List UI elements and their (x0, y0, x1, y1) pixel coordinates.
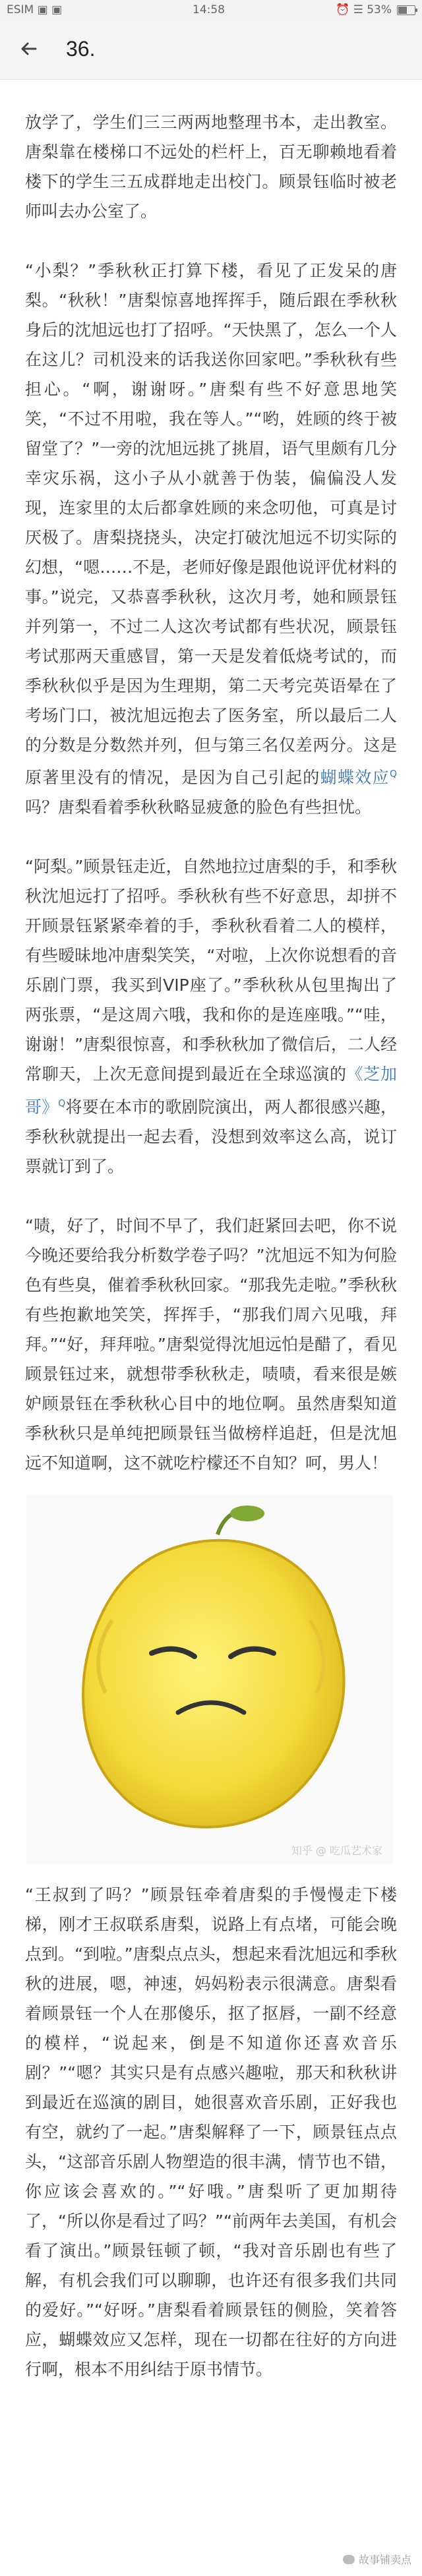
status-right-text: ⏰ ☰ 53% (336, 3, 392, 16)
lemon-meme-image (26, 1495, 393, 1864)
status-time: 14:58 (193, 3, 225, 16)
paragraph-5: “王叔到了吗？”顾景钰牵着唐梨的手慢慢走下楼梯，刚才王叔联系唐梨，说路上有点堵，可能会晚点到。“到啦。”唐梨点点头，想起来看沈旭远和季秋秋的进展，嗯，神速，妈妈粉表示很满意。唐梨看着顾景钰一个人在那傻乐，抠了抠唇，一副不经意的模样，“说起来，倒是不知道你还喜欢音乐剧？”“嗯？其实只是有点感兴趣啦，那天和秋秋讲到最近在巡演的剧目，她很喜欢音乐剧，正好我也有空，就约了一起。”唐梨解释了一下，顾景钰点点头，“这部音乐剧人物塑造的很丰满，情节也不错，你应该会喜欢的。”“好哦。”唐梨听了更加期待了，“所以你是看过了吗？”“前两年去美国，有机会看了演出。”顾景钰顿了顿，“我对音乐剧也有些了解，有机会我们可以聊聊，也许还有很多我们共同的爱好。”“好呀。”唐梨看着顾景钰的侧脸，笑着答应，蝴蝶效应又怎样，现在一切都在往好的方向进行啊，根本不用纠结于原书情节。 (25, 1885, 397, 2379)
paragraph-1: 放学了，学生们三三两两地整理书本，走出教室。唐梨靠在楼梯口不远处的栏杆上，百无聊赖地看着楼下的学生三五成群地走出校门。顾景钰临时被老师叫去办公室了。 (25, 113, 397, 221)
search-icon[interactable]: Q (389, 769, 397, 780)
paragraph-3-text: “阿梨。”顾景钰走近，自然地拉过唐梨的手，和季秋秋沈旭远打了招呼。季秋秋有些不好意思，却拼不开顾景钰紧紧牵着的手，季秋秋看着二人的模样，有些暧昧地冲唐梨笑笑，“对啦，上次你说想看的音乐剧门票，我买到VIP座了。”季秋秋从包里掏出了两张票，“是这周六哦，我和你的是连座哦。”“哇，谢谢！”唐梨很惊喜，和季秋秋加了微信后，二人经常聊天，上次无意间提到最近在全球巡演的《芝加哥》$^Q$将要在本市的歌剧院演出，两人都很感兴趣，季秋秋就提出一起去看，没想到效率这么高，说订票就订到了。 (25, 857, 397, 1176)
article-content (0, 80, 422, 2384)
search-icon[interactable]: Q (58, 1098, 66, 1109)
paragraph-4: “啧，好了，时间不早了，我们赶紧回去吧，你不说今晚还要给我分析数学卷子吗？”沈旭远不知为何脸色有些臭，催着季秋秋回家。“那我先走啦。”季秋秋有些抱歉地笑笑，挥挥手，“那我们周六见哦，拜拜。”“好，拜拜啦。”唐梨觉得沈旭远怕是醋了，看见顾景钰过来，就想带季秋秋走，啧啧，看来很是嫉妒顾景钰在季秋秋心目中的地位啊。虽然唐梨知道季秋秋只是单纯把顾景钰当做榜样追赶，但是沈旭远不知道啊，这不就吃柠檬还不自知？呵，男人！ (25, 1215, 397, 1473)
meme-block (0, 1478, 422, 1880)
meme-watermark: 知乎 @ 吃瓜艺术家 (291, 1844, 382, 1857)
back-arrow-icon[interactable] (16, 36, 42, 62)
paragraph-2 (0, 256, 422, 822)
battery-icon (397, 5, 415, 15)
paragraph-2-text: “小梨？”季秋秋正打算下楼，看见了正发呆的唐梨。“秋秋！”唐梨惊喜地挥挥手，随后跟在季秋秋身后的沈旭远也打了招呼。“天快黑了，怎么一个人在这儿？司机没来的话我送你回家吧。”季秋秋有些担心。“啊，谢谢呀。”唐梨有些不好意思地笑笑，“不过不用啦，我在等人。”“哟，姓顾的终于被留堂了？”一旁的沈旭远挑了挑眉，语气里颇有几分幸灾乐祸，这小子从小就善于伪装，偏偏没人发现，连家里的太后都拿姓顾的来念叨他，可真是讨厌极了。唐梨挠挠头，决定打破沈旭远不切实际的幻想，“嗯……不是，老师好像是跟他说评优材料的事。”说完，又恭喜季秋秋，这次月考，她和顾景钰并列第一，不过二人这次考试都有些状况，顾景钰考试那两天重感冒，第一天是发着低烧考试的，而季秋秋似乎是因为生理期，第二天考完英语晕在了考场门口，被沈旭远抱去了医务室，所以最后二人的分数是分数然并列，但与第三名仅差两分。这是原著里没有的情况，是因为自己引起的蝴蝶效应$^Q$吗？唐梨看着季秋秋略显疲惫的脸色有些担忧。 (25, 261, 397, 817)
wechat-icon (343, 2555, 355, 2564)
chicago-link[interactable]: 《芝加哥》 (25, 1065, 397, 1117)
butterfly-effect-link[interactable]: 蝴蝶效应 (320, 768, 390, 788)
footer-watermark (343, 2552, 411, 2567)
status-left: ESIM ▣ ▣ (7, 3, 63, 16)
footer-watermark-text: 故事铺卖点 (358, 2554, 411, 2566)
lemon-meme-svg (26, 1495, 393, 1864)
app-bar (0, 20, 422, 80)
status-right (336, 3, 415, 16)
page-title: 36. (66, 37, 96, 61)
status-bar (0, 0, 422, 20)
paragraph-3 (0, 852, 422, 1181)
